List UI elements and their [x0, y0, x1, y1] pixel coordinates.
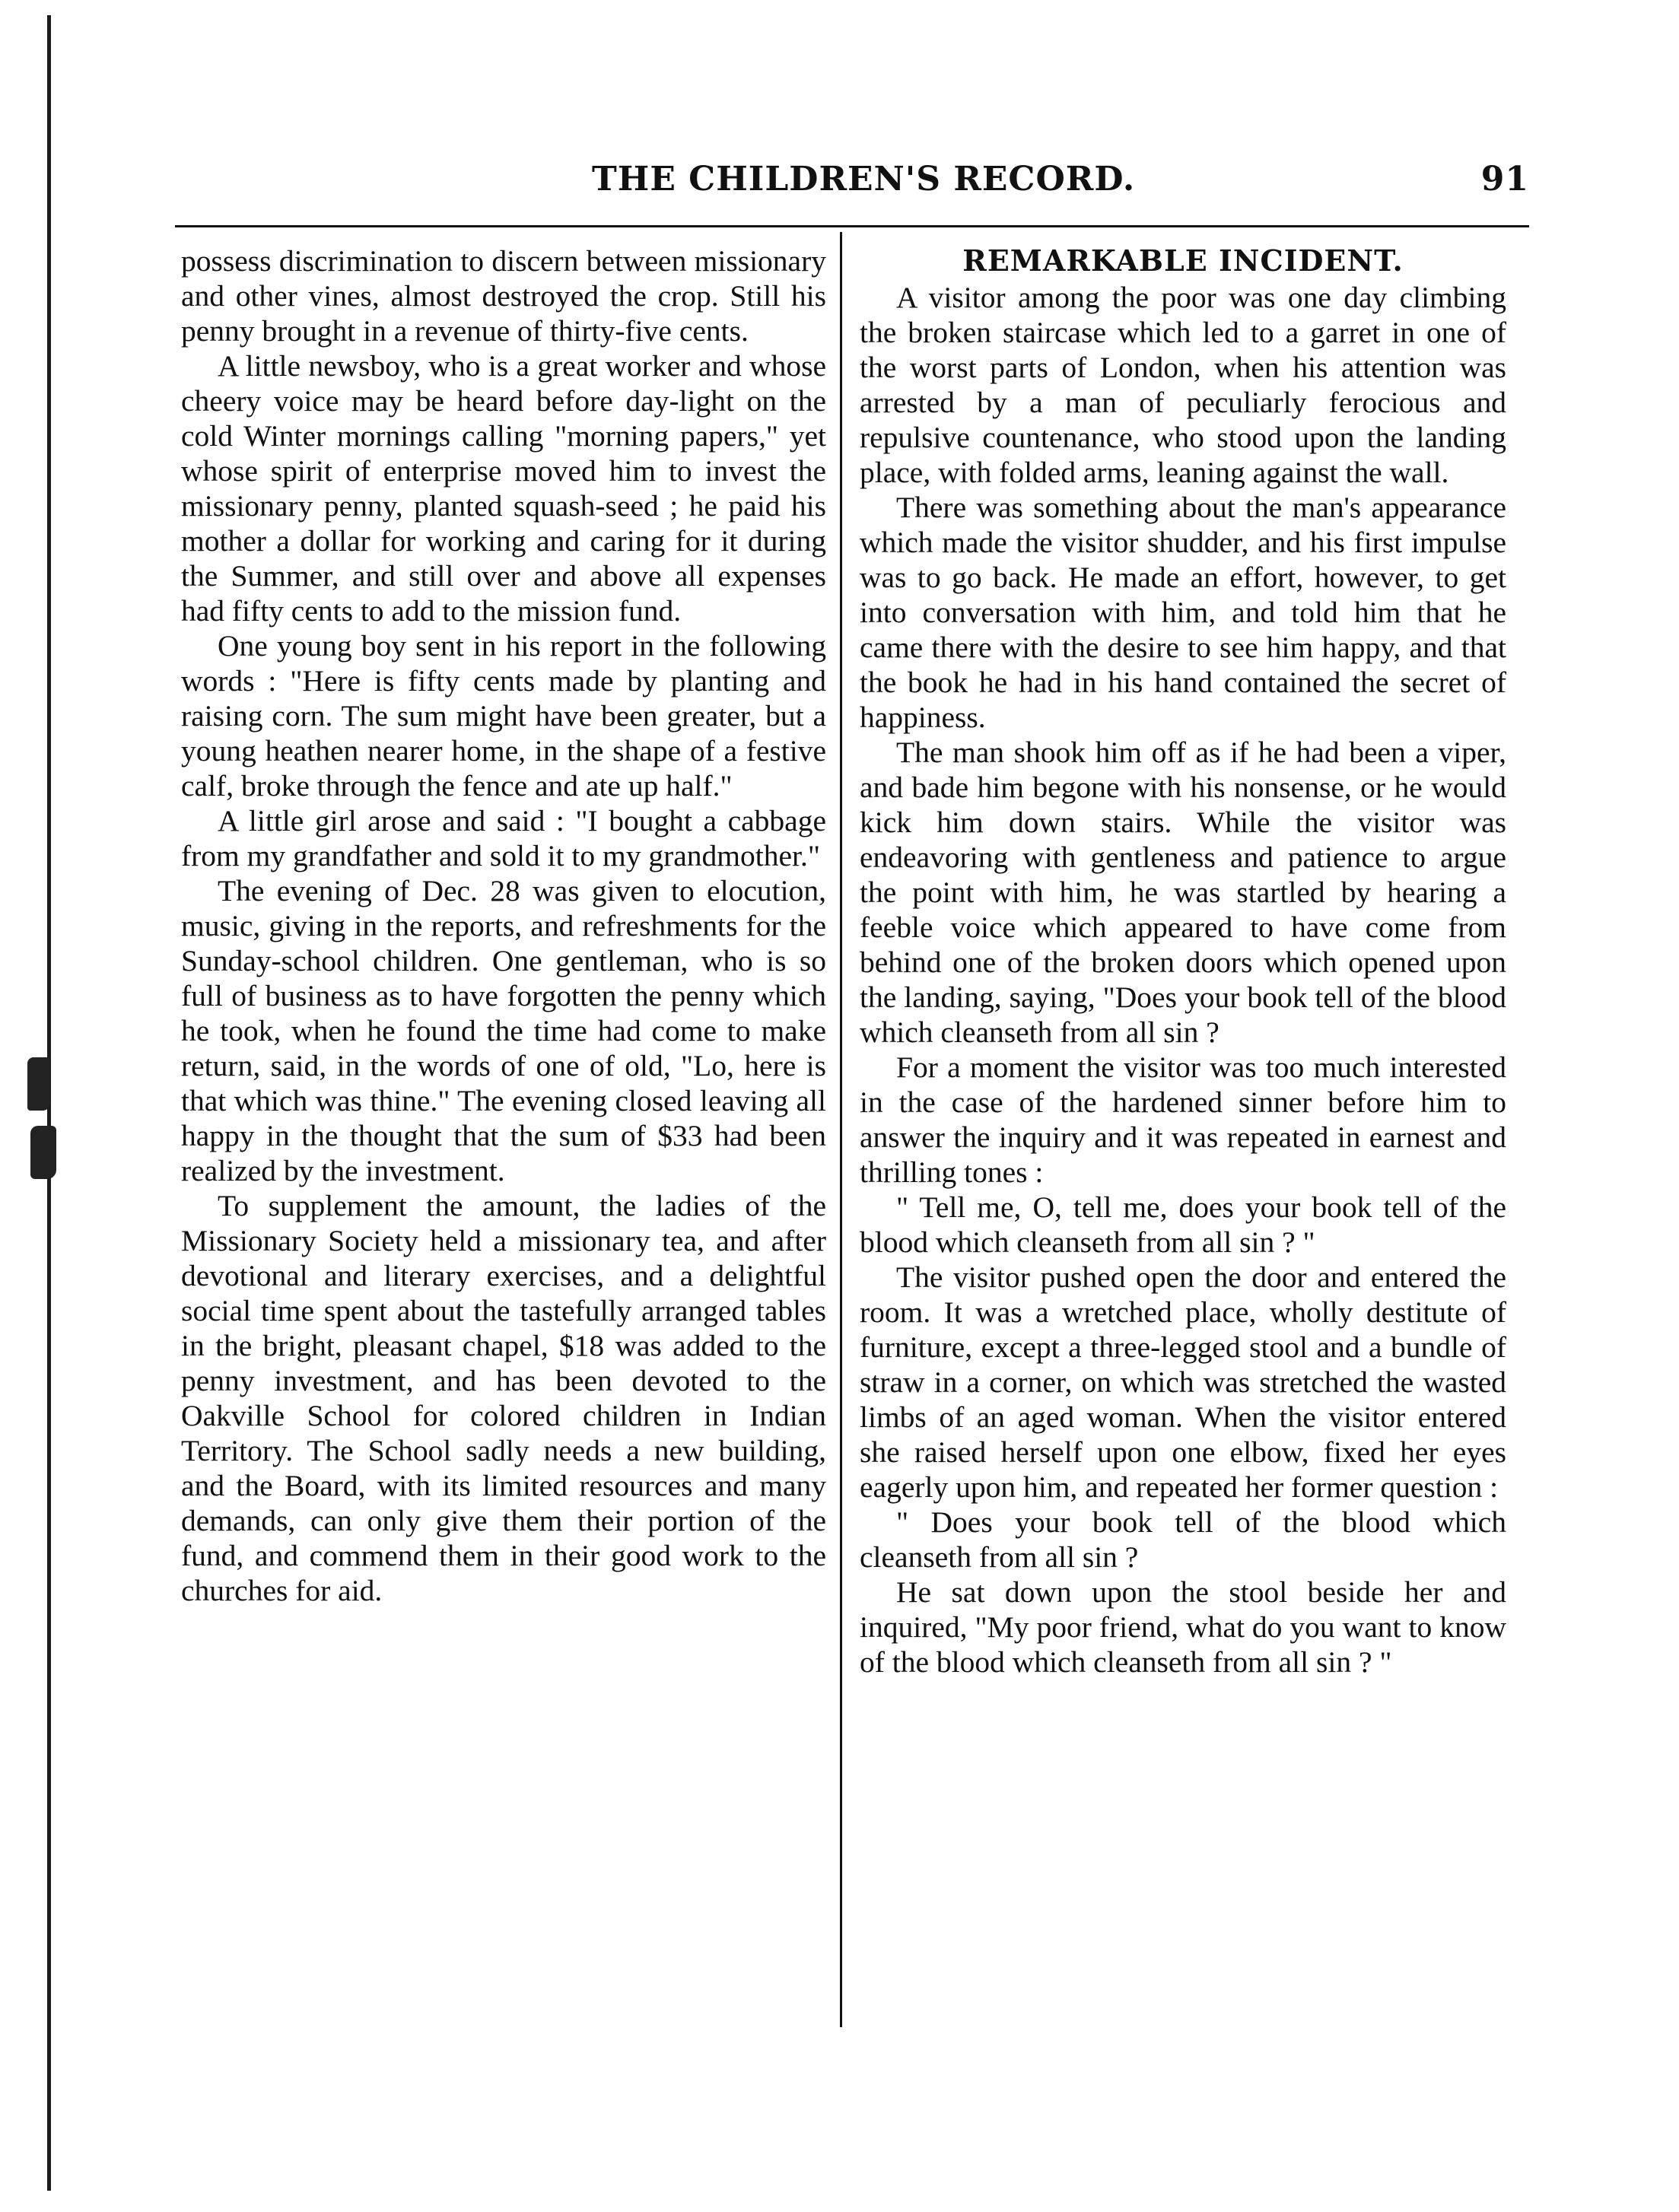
paragraph: He sat down upon the stool beside her and inquired, "My poor friend, what do you want to know of the blood which cleanseth from all sin ? "	[860, 1575, 1506, 1679]
paragraph: A little newsboy, who is a great worker and whose cheery voice may be heard before day-light on the cold Winter mornings calling "morning papers," yet whose spirit of enterprise moved him to invest the missionary penny, planted squash-seed ; he paid his mother a dollar for working and caring for it during the Summer, and still over and above all expenses had fifty cents to add to the mission fund.	[181, 349, 826, 628]
article-heading: REMARKABLE INCIDENT.	[962, 243, 1404, 278]
paragraph: " Tell me, O, tell me, does your book tell of the blood which cleanseth from all sin ? "	[860, 1190, 1506, 1259]
page-number: 91	[1480, 160, 1529, 199]
publication-title: THE CHILDREN'S RECORD.	[592, 160, 1136, 199]
paragraph: The visitor pushed open the door and entered the room. It was a wretched place, wholly destitute of furniture, except a three-legged stool and a bundle of straw in a corner, on which was stretched the wasted limbs of an aged woman. When the visitor entered she raised herself upon one elbow, fixed her eyes eagerly upon him, and repeated her former question :	[860, 1260, 1506, 1504]
paragraph: The man shook him off as if he had been a viper, and bade him begone with his nonsense, or he would kick him down stairs. While the visitor was endeavoring with gentleness and patience to argue the point with him, he was startled by hearing a feeble voice which appeared to have come from behind one of the broken doors which opened upon the landing, saying, "Does your book tell of the blood which cleanseth from all sin ?	[860, 736, 1506, 1049]
paragraph: There was something about the man's appearance which made the visitor shudder, and his first impulse was to go back. He made an effort, however, to get into conversation with him, and told him that he came there with the desire to see him happy, and that the book he had in his hand contained the secret of happiness.	[860, 491, 1506, 734]
right-column	[860, 243, 1506, 1680]
paragraph: A little girl arose and said : "I bought a cabbage from my grandfather and sold it to my grandmother."	[181, 804, 826, 872]
paragraph: The evening of Dec. 28 was given to elocution, music, giving in the reports, and refreshments for the Sunday-school children. One gentleman, who is so full of business as to have forgotten the penny which he took, when he found the time had come to make return, said, in the words of one of old, "Lo, here is that which was thine." The evening closed leaving all happy in the thought that the sum of $33 had been realized by the investment.	[181, 874, 826, 1187]
paragraph: For a moment the visitor was too much interested in the case of the hardened sinner before him to answer the inquiry and it was repeated in earnest and thrilling tones :	[860, 1050, 1506, 1189]
binding-mark	[27, 1057, 50, 1111]
paragraph: One young boy sent in his report in the following words : "Here is fifty cents made by planting and raising corn. The sum might have been greater, but a young heathen nearer home, in the shape of a festive calf, broke through the fence and ate up half."	[181, 629, 826, 802]
paragraph: To supplement the amount, the ladies of the Missionary Society held a missionary tea, and after devotional and literary exercises, and a delightful social time spent about the tastefully arranged tables in the bright, pleasant chapel, $18 was added to the penny investment, and has been devoted to the Oakville School for colored children in Indian Territory. The School sadly needs a new building, and the Board, with its limited resources and many demands, can only give them their portion of the fund, and commend them in their good work to the churches for aid.	[181, 1189, 826, 1607]
left-column	[181, 243, 826, 1608]
header-rule	[175, 225, 1529, 227]
running-header	[175, 160, 1529, 205]
column-divider	[840, 232, 842, 2027]
paragraph: A visitor among the poor was one day climbing the broken staircase which led to a garret in one of the worst parts of London, when his attention was arrested by a man of peculiarly ferocious and repulsive countenance, who stood upon the landing place, with folded arms, leaning against the wall.	[860, 281, 1506, 489]
binding-mark	[30, 1126, 56, 1179]
paragraph: " Does your book tell of the blood which cleanseth from all sin ?	[860, 1505, 1506, 1574]
paragraph: possess discrimination to discern between missionary and other vines, almost destroyed the crop. Still his penny brought in a revenue of thirty-five cents.	[181, 244, 826, 348]
